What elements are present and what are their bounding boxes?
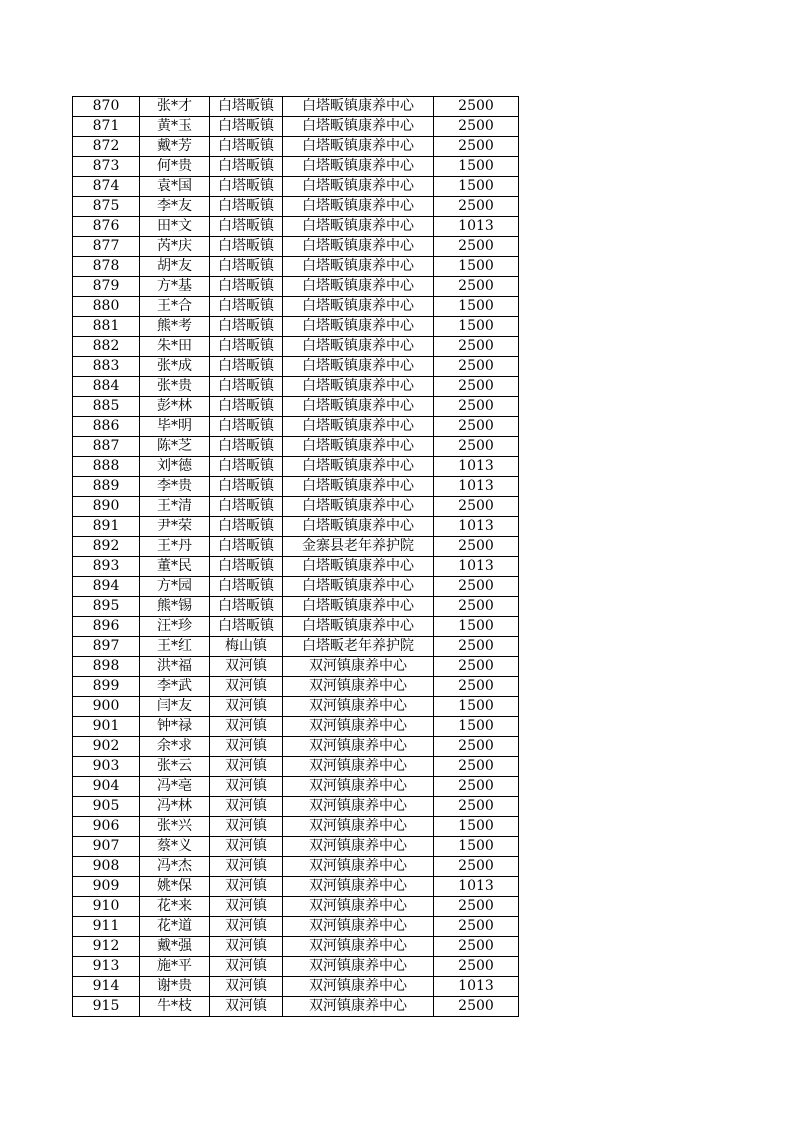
table-row [73,957,519,977]
data-table [72,96,519,1017]
cell-institution: 白塔畈镇康养中心 [283,477,434,497]
cell-institution: 白塔畈镇康养中心 [283,277,434,297]
cell-town: 白塔畈镇 [210,497,283,517]
table-row [73,157,519,177]
cell-town: 双河镇 [210,717,283,737]
table-row [73,897,519,917]
cell-institution: 白塔畈镇康养中心 [283,377,434,397]
cell-amount: 2500 [434,437,519,457]
table-row [73,817,519,837]
table-row [73,737,519,757]
cell-town: 白塔畈镇 [210,337,283,357]
cell-amount: 1013 [434,517,519,537]
cell-index: 892 [73,537,140,557]
cell-town: 白塔畈镇 [210,197,283,217]
table-row [73,757,519,777]
cell-amount: 2500 [434,337,519,357]
cell-town: 白塔畈镇 [210,317,283,337]
cell-amount: 1500 [434,317,519,337]
cell-amount: 2500 [434,957,519,977]
cell-amount: 1013 [434,477,519,497]
cell-institution: 白塔畈镇康养中心 [283,237,434,257]
table-row [73,837,519,857]
cell-town: 白塔畈镇 [210,97,283,117]
cell-amount: 2500 [434,997,519,1017]
cell-index: 893 [73,557,140,577]
table-row [73,117,519,137]
cell-index: 877 [73,237,140,257]
cell-name: 闫*友 [140,697,210,717]
cell-name: 尹*荣 [140,517,210,537]
cell-town: 双河镇 [210,777,283,797]
cell-name: 胡*友 [140,257,210,277]
cell-town: 白塔畈镇 [210,217,283,237]
table-row [73,257,519,277]
cell-amount: 2500 [434,737,519,757]
cell-name: 戴*强 [140,937,210,957]
cell-name: 方*园 [140,577,210,597]
cell-index: 903 [73,757,140,777]
cell-index: 873 [73,157,140,177]
cell-institution: 白塔畈镇康养中心 [283,257,434,277]
cell-amount: 2500 [434,797,519,817]
cell-town: 白塔畈镇 [210,357,283,377]
cell-amount: 1500 [434,837,519,857]
cell-name: 冯*亳 [140,777,210,797]
cell-institution: 双河镇康养中心 [283,917,434,937]
cell-index: 881 [73,317,140,337]
cell-name: 张*才 [140,97,210,117]
cell-institution: 白塔畈镇康养中心 [283,137,434,157]
cell-index: 907 [73,837,140,857]
cell-institution: 双河镇康养中心 [283,857,434,877]
cell-name: 芮*庆 [140,237,210,257]
cell-town: 双河镇 [210,677,283,697]
cell-institution: 白塔畈镇康养中心 [283,437,434,457]
cell-town: 双河镇 [210,977,283,997]
cell-town: 白塔畈镇 [210,157,283,177]
cell-amount: 1500 [434,177,519,197]
cell-amount: 2500 [434,537,519,557]
cell-name: 冯*林 [140,797,210,817]
cell-amount: 1500 [434,697,519,717]
table-row [73,637,519,657]
cell-amount: 2500 [434,417,519,437]
cell-amount: 1013 [434,457,519,477]
cell-index: 914 [73,977,140,997]
cell-town: 白塔畈镇 [210,117,283,137]
cell-amount: 1500 [434,257,519,277]
cell-town: 白塔畈镇 [210,437,283,457]
cell-institution: 双河镇康养中心 [283,737,434,757]
table-row [73,457,519,477]
cell-index: 886 [73,417,140,437]
cell-name: 朱*田 [140,337,210,357]
cell-institution: 白塔畈镇康养中心 [283,417,434,437]
cell-name: 冯*杰 [140,857,210,877]
cell-name: 张*兴 [140,817,210,837]
cell-town: 白塔畈镇 [210,557,283,577]
cell-index: 887 [73,437,140,457]
cell-amount: 2500 [434,597,519,617]
cell-index: 871 [73,117,140,137]
cell-town: 双河镇 [210,917,283,937]
cell-town: 白塔畈镇 [210,617,283,637]
cell-name: 钟*禄 [140,717,210,737]
cell-institution: 白塔畈镇康养中心 [283,517,434,537]
table-row [73,777,519,797]
cell-amount: 2500 [434,777,519,797]
table-row [73,97,519,117]
cell-name: 王*清 [140,497,210,517]
cell-index: 897 [73,637,140,657]
cell-index: 872 [73,137,140,157]
table-row [73,537,519,557]
cell-town: 白塔畈镇 [210,477,283,497]
table-row [73,557,519,577]
cell-name: 姚*保 [140,877,210,897]
table-row [73,997,519,1017]
cell-name: 李*友 [140,197,210,217]
cell-town: 白塔畈镇 [210,417,283,437]
cell-name: 黄*玉 [140,117,210,137]
cell-index: 911 [73,917,140,937]
cell-name: 刘*德 [140,457,210,477]
cell-institution: 白塔畈镇康养中心 [283,617,434,637]
cell-index: 915 [73,997,140,1017]
cell-institution: 白塔畈镇康养中心 [283,97,434,117]
cell-index: 876 [73,217,140,237]
table-body [73,97,519,1017]
cell-name: 方*基 [140,277,210,297]
cell-institution: 双河镇康养中心 [283,697,434,717]
cell-institution: 双河镇康养中心 [283,777,434,797]
cell-town: 白塔畈镇 [210,577,283,597]
cell-amount: 2500 [434,377,519,397]
cell-name: 余*求 [140,737,210,757]
cell-institution: 双河镇康养中心 [283,837,434,857]
table-row [73,237,519,257]
cell-institution: 白塔畈镇康养中心 [283,357,434,377]
cell-name: 洪*福 [140,657,210,677]
cell-index: 874 [73,177,140,197]
cell-institution: 双河镇康养中心 [283,957,434,977]
cell-institution: 双河镇康养中心 [283,717,434,737]
cell-town: 白塔畈镇 [210,297,283,317]
table-row [73,677,519,697]
cell-index: 896 [73,617,140,637]
cell-amount: 2500 [434,897,519,917]
cell-institution: 双河镇康养中心 [283,757,434,777]
table-row [73,857,519,877]
cell-town: 双河镇 [210,697,283,717]
cell-institution: 白塔畈镇康养中心 [283,397,434,417]
cell-amount: 2500 [434,657,519,677]
cell-index: 899 [73,677,140,697]
table-row [73,137,519,157]
cell-index: 913 [73,957,140,977]
cell-name: 彭*林 [140,397,210,417]
table-row [73,877,519,897]
cell-town: 双河镇 [210,937,283,957]
table-row [73,197,519,217]
cell-institution: 白塔畈镇康养中心 [283,217,434,237]
cell-index: 912 [73,937,140,957]
cell-name: 陈*芝 [140,437,210,457]
cell-institution: 双河镇康养中心 [283,997,434,1017]
cell-name: 毕*明 [140,417,210,437]
cell-town: 双河镇 [210,957,283,977]
cell-town: 白塔畈镇 [210,457,283,477]
cell-amount: 2500 [434,637,519,657]
cell-amount: 2500 [434,97,519,117]
cell-index: 879 [73,277,140,297]
cell-institution: 白塔畈老年养护院 [283,637,434,657]
cell-town: 双河镇 [210,897,283,917]
table-row [73,717,519,737]
cell-name: 王*合 [140,297,210,317]
cell-institution: 白塔畈镇康养中心 [283,157,434,177]
cell-name: 张*云 [140,757,210,777]
cell-institution: 双河镇康养中心 [283,977,434,997]
cell-amount: 2500 [434,237,519,257]
table-row [73,937,519,957]
cell-name: 李*武 [140,677,210,697]
cell-amount: 1500 [434,617,519,637]
cell-town: 双河镇 [210,877,283,897]
cell-institution: 白塔畈镇康养中心 [283,497,434,517]
table-row [73,477,519,497]
table-row [73,597,519,617]
cell-name: 戴*芳 [140,137,210,157]
cell-amount: 1013 [434,217,519,237]
cell-town: 双河镇 [210,817,283,837]
cell-index: 898 [73,657,140,677]
cell-amount: 2500 [434,677,519,697]
cell-amount: 2500 [434,937,519,957]
cell-institution: 双河镇康养中心 [283,897,434,917]
cell-name: 张*贵 [140,377,210,397]
table-row [73,297,519,317]
cell-index: 888 [73,457,140,477]
cell-name: 蔡*义 [140,837,210,857]
table-row [73,437,519,457]
cell-town: 白塔畈镇 [210,177,283,197]
cell-name: 袁*国 [140,177,210,197]
table-row [73,617,519,637]
cell-name: 牛*枝 [140,997,210,1017]
cell-amount: 2500 [434,277,519,297]
cell-name: 花*来 [140,897,210,917]
cell-amount: 2500 [434,137,519,157]
cell-name: 施*平 [140,957,210,977]
cell-name: 王*红 [140,637,210,657]
table-row [73,397,519,417]
cell-index: 883 [73,357,140,377]
cell-town: 双河镇 [210,657,283,677]
cell-town: 梅山镇 [210,637,283,657]
table-row [73,517,519,537]
cell-amount: 1013 [434,877,519,897]
cell-institution: 白塔畈镇康养中心 [283,577,434,597]
table-row [73,697,519,717]
cell-amount: 1500 [434,717,519,737]
cell-institution: 白塔畈镇康养中心 [283,177,434,197]
table-row [73,377,519,397]
cell-town: 白塔畈镇 [210,537,283,557]
cell-index: 885 [73,397,140,417]
table-row [73,497,519,517]
cell-town: 双河镇 [210,857,283,877]
cell-amount: 2500 [434,397,519,417]
table-row [73,417,519,437]
cell-index: 901 [73,717,140,737]
table-row [73,277,519,297]
cell-institution: 白塔畈镇康养中心 [283,117,434,137]
cell-town: 双河镇 [210,757,283,777]
cell-town: 白塔畈镇 [210,377,283,397]
cell-index: 884 [73,377,140,397]
cell-amount: 1013 [434,557,519,577]
cell-institution: 白塔畈镇康养中心 [283,597,434,617]
cell-town: 白塔畈镇 [210,597,283,617]
cell-index: 875 [73,197,140,217]
cell-institution: 金寨县老年养护院 [283,537,434,557]
cell-institution: 白塔畈镇康养中心 [283,197,434,217]
cell-index: 909 [73,877,140,897]
cell-institution: 双河镇康养中心 [283,797,434,817]
cell-index: 905 [73,797,140,817]
cell-index: 889 [73,477,140,497]
cell-index: 882 [73,337,140,357]
cell-name: 熊*锡 [140,597,210,617]
cell-index: 908 [73,857,140,877]
cell-name: 汪*珍 [140,617,210,637]
cell-name: 何*贵 [140,157,210,177]
cell-amount: 2500 [434,497,519,517]
cell-name: 张*成 [140,357,210,377]
cell-amount: 1500 [434,817,519,837]
cell-institution: 白塔畈镇康养中心 [283,317,434,337]
cell-institution: 白塔畈镇康养中心 [283,297,434,317]
cell-index: 891 [73,517,140,537]
cell-amount: 2500 [434,577,519,597]
cell-institution: 双河镇康养中心 [283,677,434,697]
cell-town: 白塔畈镇 [210,517,283,537]
cell-index: 910 [73,897,140,917]
cell-amount: 2500 [434,357,519,377]
cell-town: 白塔畈镇 [210,257,283,277]
cell-index: 890 [73,497,140,517]
cell-index: 902 [73,737,140,757]
cell-institution: 白塔畈镇康养中心 [283,337,434,357]
cell-amount: 2500 [434,917,519,937]
cell-name: 田*文 [140,217,210,237]
table-row [73,917,519,937]
cell-index: 895 [73,597,140,617]
cell-index: 900 [73,697,140,717]
cell-name: 花*道 [140,917,210,937]
cell-town: 白塔畈镇 [210,237,283,257]
cell-town: 双河镇 [210,737,283,757]
cell-institution: 双河镇康养中心 [283,657,434,677]
table-row [73,217,519,237]
cell-institution: 双河镇康养中心 [283,817,434,837]
cell-amount: 2500 [434,117,519,137]
cell-name: 李*贵 [140,477,210,497]
table-row [73,657,519,677]
cell-town: 双河镇 [210,997,283,1017]
cell-town: 白塔畈镇 [210,277,283,297]
cell-amount: 2500 [434,857,519,877]
cell-amount: 2500 [434,197,519,217]
cell-index: 880 [73,297,140,317]
cell-institution: 白塔畈镇康养中心 [283,557,434,577]
table-row [73,317,519,337]
cell-index: 906 [73,817,140,837]
cell-name: 谢*贵 [140,977,210,997]
cell-town: 双河镇 [210,837,283,857]
table-row [73,977,519,997]
cell-town: 白塔畈镇 [210,137,283,157]
table-row [73,577,519,597]
cell-amount: 2500 [434,757,519,777]
cell-index: 870 [73,97,140,117]
cell-amount: 1500 [434,297,519,317]
cell-index: 894 [73,577,140,597]
cell-town: 双河镇 [210,797,283,817]
cell-name: 董*民 [140,557,210,577]
cell-index: 878 [73,257,140,277]
cell-institution: 双河镇康养中心 [283,877,434,897]
table-row [73,177,519,197]
cell-institution: 双河镇康养中心 [283,937,434,957]
table-row [73,357,519,377]
table-row [73,337,519,357]
cell-institution: 白塔畈镇康养中心 [283,457,434,477]
cell-name: 熊*考 [140,317,210,337]
table-row [73,797,519,817]
cell-index: 904 [73,777,140,797]
cell-name: 王*丹 [140,537,210,557]
cell-amount: 1500 [434,157,519,177]
cell-town: 白塔畈镇 [210,397,283,417]
cell-amount: 1013 [434,977,519,997]
